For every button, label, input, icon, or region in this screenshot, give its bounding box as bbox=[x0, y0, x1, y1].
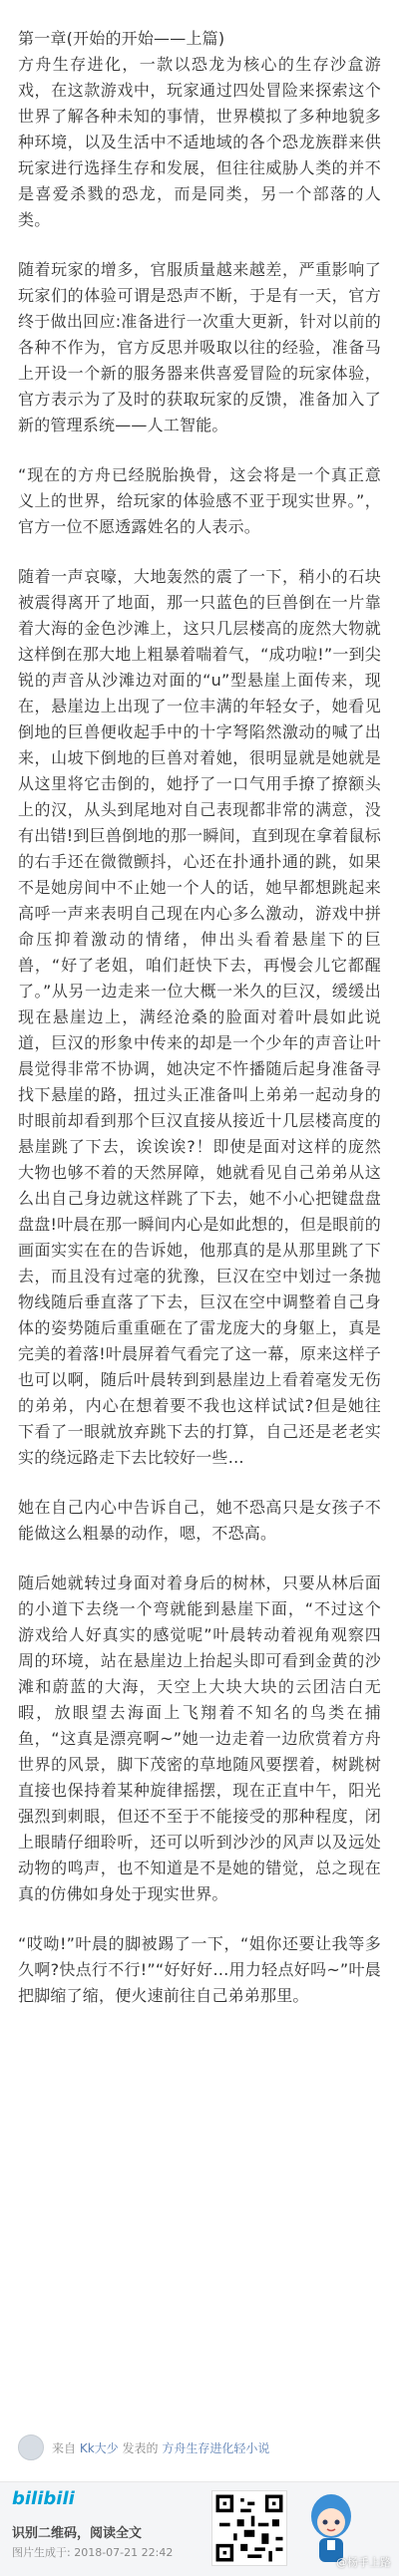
share-footer bbox=[0, 2481, 399, 2576]
source-middle: 发表的 bbox=[122, 2440, 159, 2455]
article-body bbox=[18, 26, 381, 2033]
author-link[interactable]: Kk大少 bbox=[79, 2440, 119, 2455]
article-paragraph-3: “现在的方舟已经脱胎换骨，这会将是一个真正意义上的世界，给玩家的体验感不亚于现实世界。”，官方一位不愿透露姓名的人表示。 bbox=[18, 465, 381, 536]
source-prefix: 来自 bbox=[52, 2440, 77, 2455]
article-paragraph-1 bbox=[18, 26, 381, 233]
source-text bbox=[52, 2439, 269, 2456]
scan-prompt: 识别二维码，阅读全文 bbox=[12, 2526, 143, 2541]
article-paragraph-6: 随后她就转过身面对着身后的树林，只要从林后面的小道下去绕一个弯就能到悬崖下面，“不过这个游戏给人好真实的感觉呢”叶晨转动着视角观察四周的环境，站在悬崖边上抬起头即可看到金黄的沙滩和蔚蓝的大海，天空上大块大块的云团洁白无暇，放眼望去海面上飞翔着不知名的鸟类在捕鱼，“这真是漂亮啊~”她一边走着一边欣赏着方舟世界的风景，脚下茂密的草地随风要摆着，树跳树直接也保持着某种旋律摇摆，现在正直中午，阳光强烈到刺眼，但还不至于不能接受的那种程度，闭上眼睛仔细聆听，还可以听到沙沙的风声以及远处动物的鸣声，也不知道是不是她的错觉，总之现在真的仿佛如身处于现实世界。 bbox=[18, 1574, 381, 1903]
generated-time: 图片生成于: 2018-07-21 22:42 bbox=[12, 2546, 174, 2559]
work-link[interactable]: 方舟生存进化轻小说 bbox=[162, 2440, 270, 2455]
chapter-heading: 第一章(开始的开始——上篇) bbox=[18, 29, 225, 48]
article-paragraph-4: 随着一声哀嚎，大地轰然的震了一下，稍小的石块被震得离开了地面，那一只蓝色的巨兽倒在一片靠着大海的金色沙滩上，这只几层楼高的庞然大物就这样倒在那大地上粗暴着喘着气，“成功啦!”一到尖锐的声音从沙滩边对面的“u”型悬崖上面传来，现在，悬崖边上出现了一位丰满的年轻女子，她看见倒地的巨兽便收起手中的十字弩陷然激动的喊了出来，山坡下倒地的巨兽对着她，很明显就是她就是从这里将它击倒的，她抒了一口气用手撩了撩额头上的汉，从头到尾地对自己表现都非常的满意，没有出错!到巨兽倒地的那一瞬间，直到现在拿着鼠标的右手还在微微颤抖，心还在扑通扑通的跳，如果不是她房间中不止她一个人的话，她早都想跳起来高呼一声来表明自己现在内心多么激动，游戏中拼命压抑着激动的情绪，伸出头看着悬崖下的巨兽，“好了老姐，咱们赶快下去，再慢会儿它都醒了。”从另一边走来一位大概一米久的巨汉，缓缓出现在悬崖边上，满经沧桑的脸面对着叶晨如此说道，巨汉的形象中传来的却是一个少年的声音让叶晨觉得非常不协调，她决定不忤播随后起身准备寻找下悬崖的路，扭过头正准备叫上弟弟一起动身的时眼前却看到那个巨汉直接从接近十几层楼高度的悬崖跳了下去，诶诶诶?！即使是面对这样的庞然大物也够不着的天然屏障，她就看见自己弟弟从这么出自己身边就这样跳了下去，她不小心把键盘盘盘盘!叶晨在那一瞬间内心是如此想的，但是眼前的画面实实在在的告诉她，他那真的是从那里跳了下去，而且没有过毫的犹豫，巨汉在空中划过一条抛物线随后垂直落了下去，巨汉在空中调整着自己身体的姿势随后重重砸在了雷龙庞大的身躯上，真是完美的着落!叶晨屏着气看完了这一幕，原来这样子也可以啊，随后叶晨转到到悬崖边上看着毫发无伤的弟弟，内心在想着要不我也这样试试?但是她往下看了一眼就放弃跳下去的打算，自己还是老老实实的绕远路走下去比较好一些… bbox=[18, 567, 381, 1467]
source-attribution[interactable] bbox=[0, 2422, 399, 2473]
paragraph-text: 方舟生存进化，一款以恐龙为核心的生存沙盒游戏，在这款游戏中，玩家通过四处冒险来探索这个世界了解各种未知的事情，世界模拟了多种地貌多种环境，以及生活中不适地域的各个恐龙族群来供玩家进行选择生存和发展，但往往威胁人类的并不是喜爱杀戮的恐龙，而是同类，另一个部落的人类。 bbox=[18, 55, 381, 229]
author-avatar[interactable] bbox=[18, 2434, 44, 2460]
article-paragraph-7: “哎呦!”叶晨的脚被踢了一下，“姐你还要让我等多久啊?快点行不行!”“好好好…用力轻点好吗~”叶晨把脚缩了缩，便火速前往自己弟弟那里。 bbox=[18, 1934, 381, 2005]
article-paragraph-5: 她在自己内心中告诉自己，她不恐高只是女孩子不能做这么粗暴的动作，嗯，不恐高。 bbox=[18, 1498, 381, 1543]
qr-code-icon[interactable] bbox=[211, 2490, 287, 2566]
watermark-text: @杨手上路 bbox=[336, 2556, 391, 2569]
article-paragraph-2: 随着玩家的增多，官服质量越来越差，严重影响了玩家们的体验可谓是恐声不断，于是有一天，官方终于做出回应:准备进行一次重大更新，针对以前的各种不作为，官方反思并吸取以往的经验，准备马上开设一个新的服务器来供喜爱冒险的玩家体验，官方表示为了及时的获取玩家的反馈，准备加入了新的管理系统——人工智能。 bbox=[18, 260, 381, 434]
bilibili-logo: bilibili bbox=[12, 2488, 75, 2509]
